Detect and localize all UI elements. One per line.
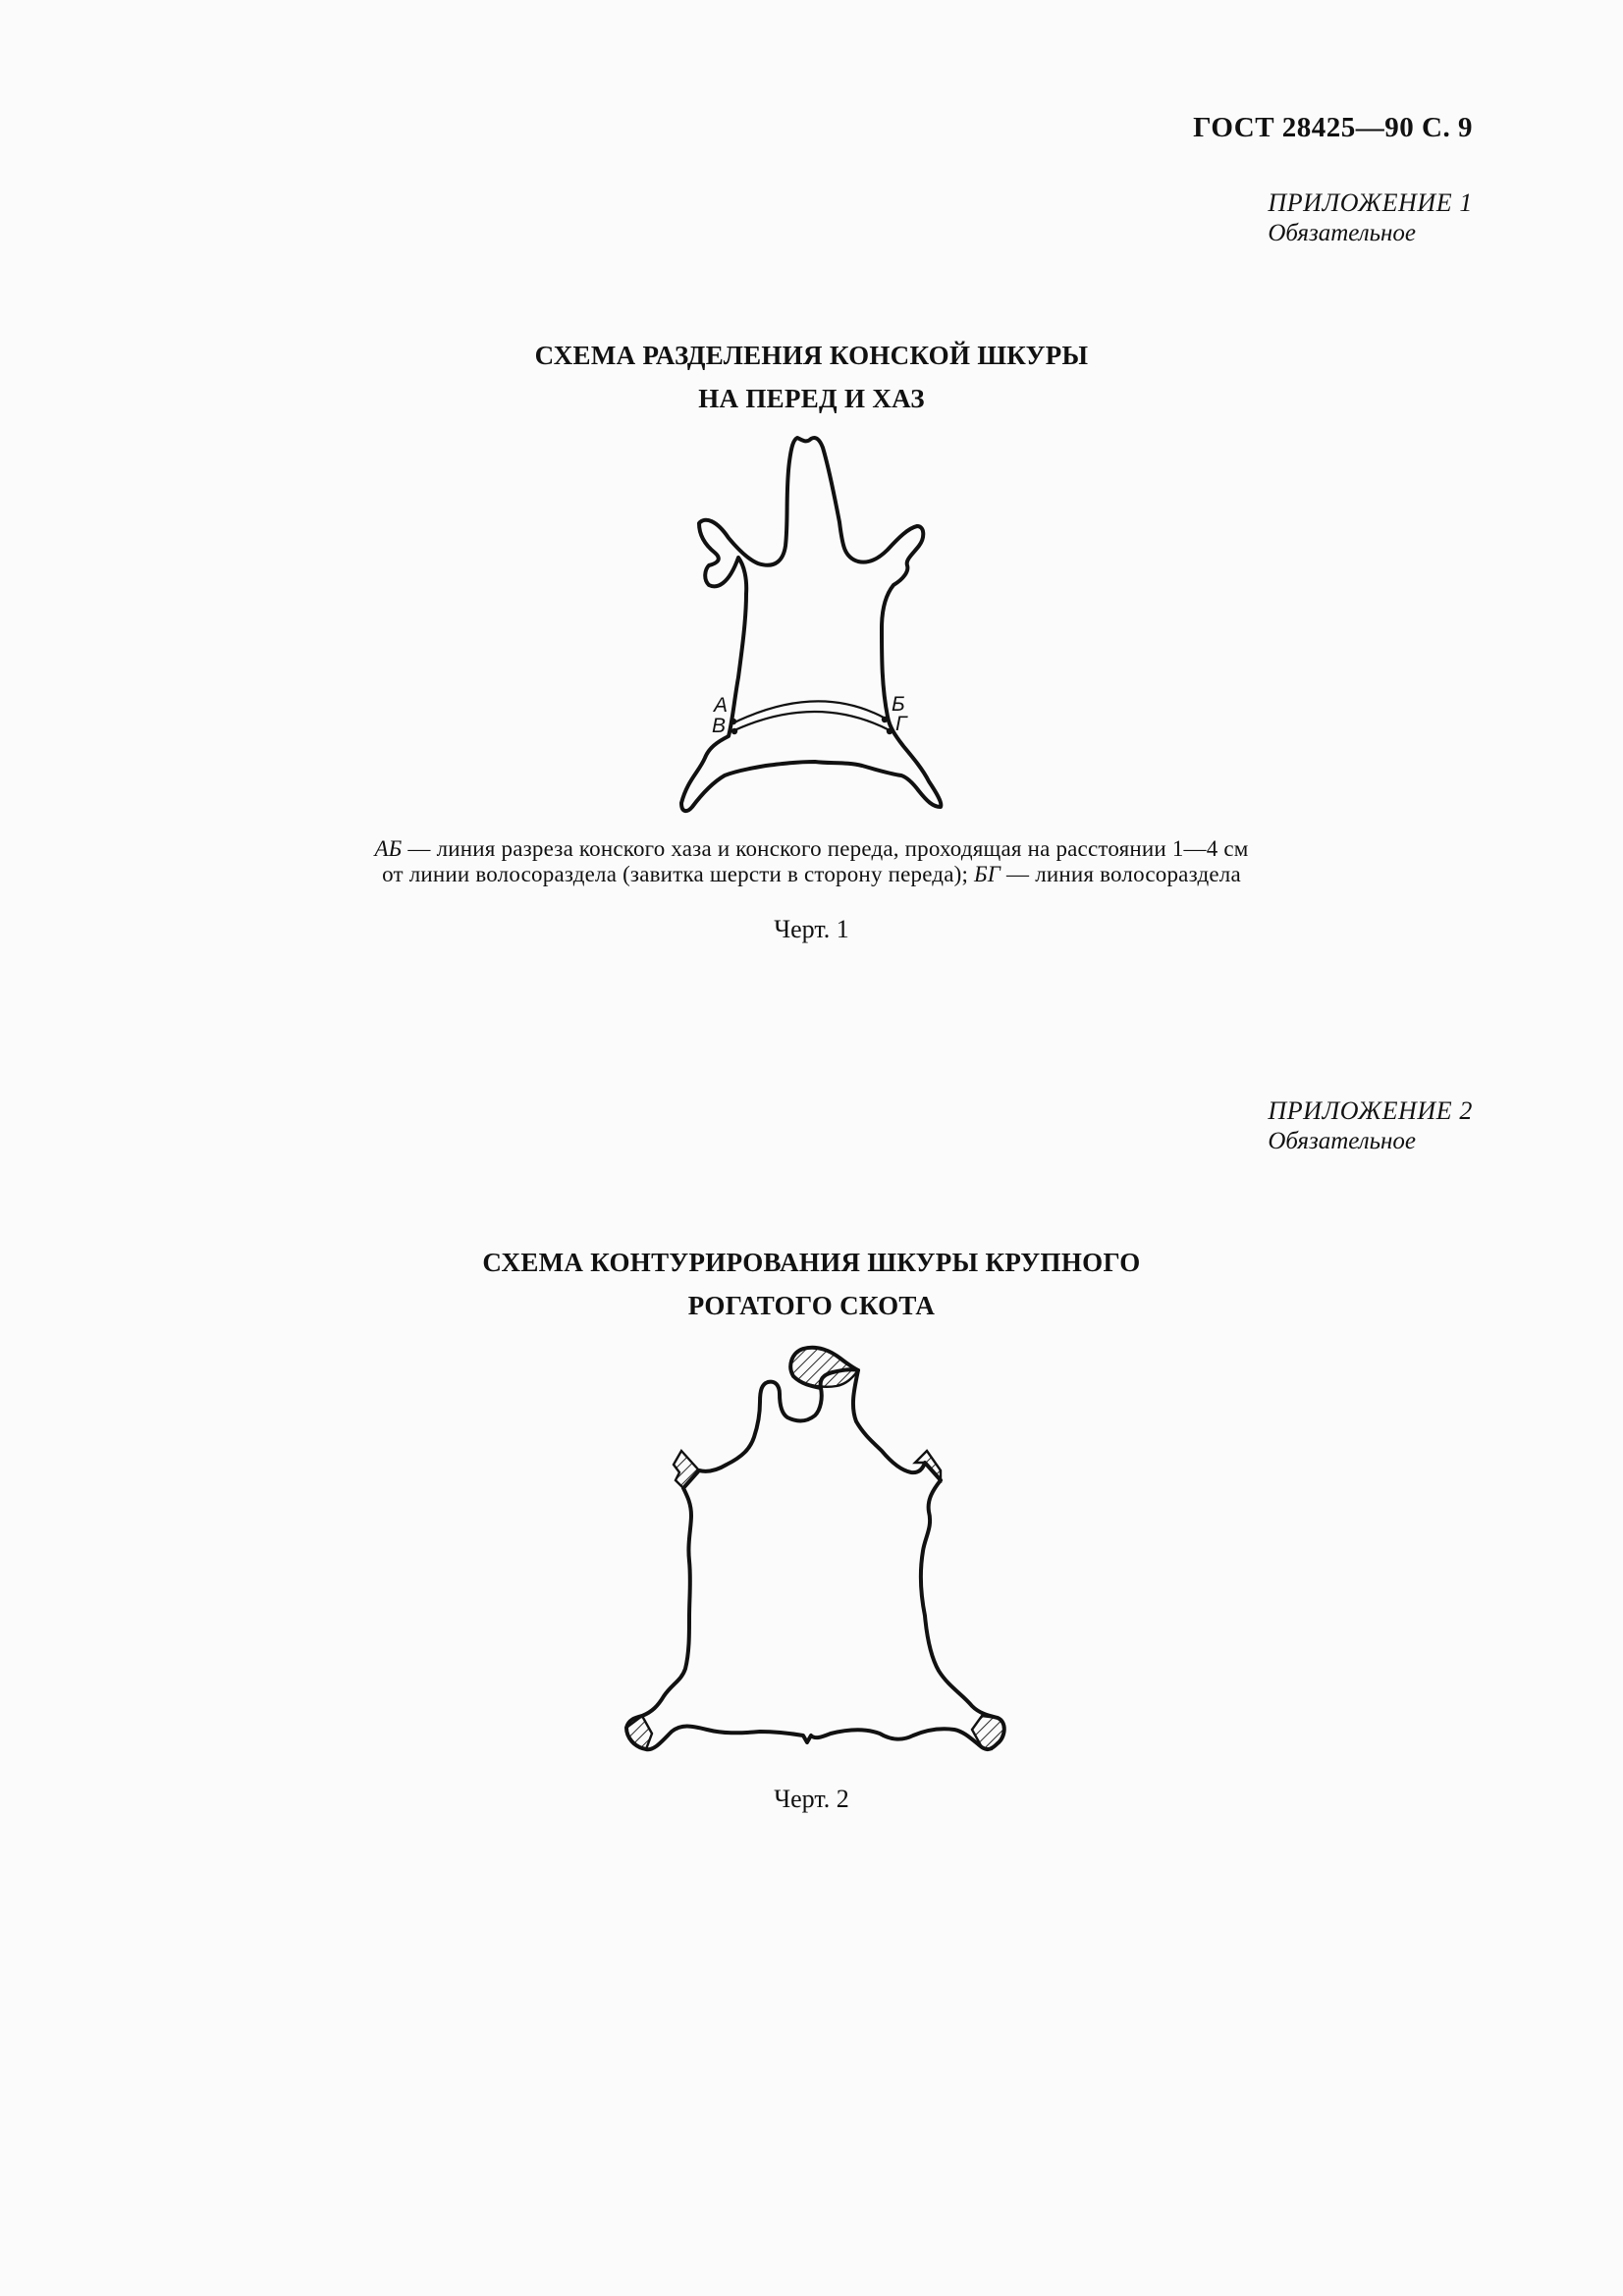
cattle-hide-figure	[609, 1335, 1021, 1767]
appendix-1-heading	[1159, 188, 1473, 247]
front-left-leg-hatched-area	[674, 1451, 699, 1488]
figure-1-caption	[295, 836, 1328, 887]
appendix-2-heading	[1159, 1096, 1473, 1155]
figure-2-label: Черт. 2	[774, 1785, 849, 1813]
figure-1-label: Черт. 1	[774, 915, 849, 943]
point-b-label: Б	[892, 693, 905, 716]
document-code: ГОСТ 28425—90 С. 9	[1193, 112, 1473, 143]
caption-line-1	[295, 836, 1328, 862]
appendix-1-title-line-2: НА ПЕРЕД И ХАЗ	[698, 384, 925, 413]
caption-text-2: от линии волосораздела (завитка шерсти в сторону переда);	[382, 862, 975, 886]
horse-hide-figure	[668, 422, 962, 815]
point-b-marker	[882, 717, 888, 722]
appendix-2-title	[0, 1241, 1623, 1327]
front-right-leg-hatched-area	[915, 1451, 941, 1480]
appendix-2-title-line-2: РОГАТОГО СКОТА	[687, 1291, 936, 1320]
caption-text-3: — линия волосораздела	[1001, 862, 1241, 886]
caption-line-2	[295, 862, 1328, 887]
point-g-label: Г	[895, 713, 907, 735]
appendix-2-number: ПРИЛОЖЕНИЕ 2	[1268, 1096, 1473, 1125]
head-cut-hatched-area	[790, 1348, 858, 1387]
appendix-2-status: Обязательное	[1268, 1128, 1416, 1154]
appendix-1-title-line-1: СХЕМА РАЗДЕЛЕНИЯ КОНСКОЙ ШКУРЫ	[534, 341, 1089, 370]
cut-line	[734, 712, 890, 730]
caption-abbr-ab: АБ	[374, 836, 403, 861]
appendix-1-number: ПРИЛОЖЕНИЕ 1	[1268, 188, 1473, 217]
point-g-marker	[887, 728, 893, 734]
caption-abbr-bg: БГ	[974, 862, 1001, 886]
appendix-2-title-line-1: СХЕМА КОНТУРИРОВАНИЯ ШКУРЫ КРУПНОГО	[482, 1248, 1141, 1277]
appendix-1-status: Обязательное	[1268, 220, 1416, 246]
appendix-1-title	[0, 334, 1623, 420]
point-v-label: В	[712, 715, 727, 737]
point-a-label: А	[714, 694, 729, 717]
caption-text-1: — линия разреза конского хаза и конского переда, проходящая на расстоянии 1—4 см	[402, 836, 1249, 861]
cattle-hide-outline	[626, 1369, 1004, 1749]
horse-hide-outline	[681, 438, 941, 811]
point-a-marker	[730, 719, 736, 724]
point-v-marker	[731, 728, 737, 734]
